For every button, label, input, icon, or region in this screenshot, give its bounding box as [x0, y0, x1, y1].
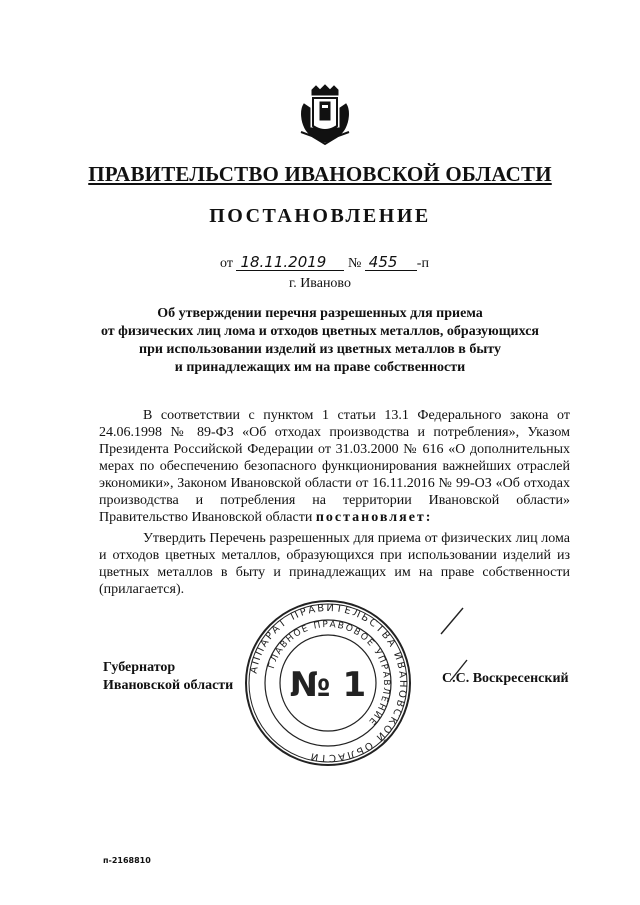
- signer-title-line: Ивановской области: [103, 678, 234, 693]
- ivanovo-coat-of-arms-icon: [298, 84, 352, 146]
- subject-line: и принадлежащих им на праве собственности: [174, 360, 466, 375]
- document-date: 18.11.2019: [236, 255, 344, 271]
- official-stamp: [243, 598, 413, 768]
- number-suffix: -п: [416, 256, 429, 271]
- number-label: №: [347, 256, 362, 271]
- stamp-outer-text: АППАРАТ ПРАВИТЕЛЬСТВА ИВАНОВСКОЙ ОБЛАСТИ: [248, 602, 409, 764]
- stamp-inner-text: ГЛАВНОЕ ПРАВОВОЕ УПРАВЛЕНИЕ: [266, 619, 392, 728]
- paragraph-legal-basis: [99, 407, 570, 526]
- paragraph-resolution: Утвердить Перечень разрешенных для приема от физических лиц лома и отходов цветных металлов, образующихся при использовании изделий из цветных металлов в быту и принадлежащих им на праве собственности (прилагается).: [99, 531, 570, 597]
- document-number: 455: [365, 255, 417, 271]
- document-type: ПОСТАНОВЛЕНИЕ: [209, 205, 431, 227]
- subject-line: Об утверждении перечня разрешенных для приема: [157, 306, 483, 321]
- resolution-keyword: постановляет:: [315, 510, 433, 525]
- subject-line: при использовании изделий из цветных металлов в быту: [139, 342, 501, 357]
- paragraph-text: В соответствии с пунктом 1 статьи 13.1 Федерального закона от 24.06.1998 № 89-ФЗ «Об отходах производства и потребления», Указом Президента Российской Федерации от 31.03.2000 № 616 «О дополнительных мерах по обеспечению безопасного функционирования важнейших отраслей экономики», Законом Ивановской области от 16.11.2016 № 99-ОЗ «Об отходах производства и потребления на территории Ивановской области» Правительство Ивановской области: [99, 408, 570, 525]
- city: г. Иваново: [289, 276, 351, 291]
- government-title: ПРАВИТЕЛЬСТВО ИВАНОВСКОЙ ОБЛАСТИ: [88, 162, 552, 186]
- reference-line: [220, 255, 429, 272]
- document-subject: [100, 305, 540, 377]
- body-text: [99, 407, 570, 598]
- signer-name: С.С. Воскресенский: [442, 671, 569, 686]
- document-code: п-2168810: [103, 856, 151, 865]
- subject-line: от физических лиц лома и отходов цветных металлов, образующихся: [100, 324, 540, 339]
- ref-prefix: от: [220, 256, 233, 271]
- stamp-number: № 1: [289, 665, 367, 705]
- signer-title-line: Губернатор: [103, 660, 176, 675]
- signer-title: [103, 659, 233, 695]
